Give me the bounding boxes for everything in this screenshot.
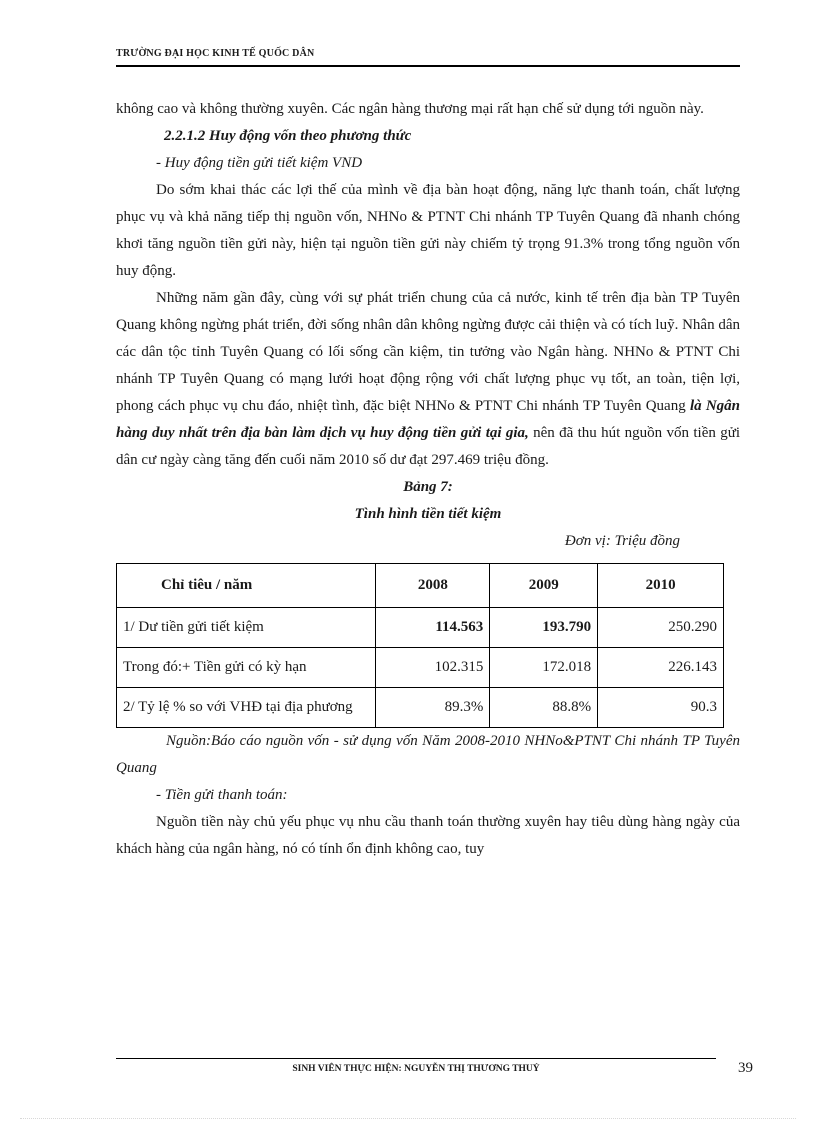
table-unit: Đơn vị: Triệu đồng <box>564 533 680 549</box>
table-row <box>117 648 724 688</box>
table-label: Bảng 7: <box>403 479 453 495</box>
page-edge-dots <box>20 1118 796 1119</box>
table-cell: 193.790 <box>490 608 598 648</box>
table-cell: 2/ Tỷ lệ % so với VHĐ tại địa phương <box>117 688 376 728</box>
subsection-heading: - Huy động tiền gửi tiết kiệm VND <box>156 155 363 171</box>
page-footer: SINH VIÊN THỰC HIỆN: NGUYỄN THỊ THƯƠNG THUỶ <box>292 1064 540 1074</box>
page-body <box>116 96 740 863</box>
table-cell: 88.8% <box>490 688 598 728</box>
paragraph-2-emphasis: là Ngân hàng duy nhất trên địa bàn làm dịch vụ huy động tiền gửi tại gia, <box>116 398 740 441</box>
paragraph-2-text-b: nên đã thu hút nguồn vốn tiền gửi dân cư ngày càng tăng đến cuối năm 2010 số dư đạt 297.469 triệu đồng. <box>116 425 740 468</box>
table-cell: 226.143 <box>598 648 724 688</box>
header-cell: Chỉ tiêu / năm <box>117 564 376 608</box>
paragraph-1: Do sớm khai thác các lợi thế của mình về địa bàn hoạt động, năng lực thanh toán, chất lượng phục vụ và khả năng tiếp thị nguồn vốn, NHNo & PTNT Chi nhánh TP Tuyên Quang đã nhanh chóng khơi tăng nguồn tiền gửi này, hiện tại nguồn tiền gửi này chiếm tỷ trọng 91.3% trong tổng nguồn vốn huy động. <box>116 182 740 279</box>
table-cell: 89.3% <box>376 688 490 728</box>
paragraph-2 <box>116 285 740 474</box>
table-row <box>117 608 724 648</box>
table-title: Tình hình tiền tiết kiệm <box>354 506 502 522</box>
page-header: TRƯỜNG ĐẠI HỌC KINH TẾ QUỐC DÂN <box>116 48 315 59</box>
header-divider <box>116 65 740 67</box>
subsection-heading-2: - Tiền gửi thanh toán: <box>156 787 288 803</box>
paragraph-3: Nguồn tiền này chủ yếu phục vụ nhu cầu thanh toán thường xuyên hay tiêu dùng hàng ngày của khách hàng của ngân hàng, nó có tính ổn định không cao, tuy <box>116 814 740 857</box>
table-cell: 114.563 <box>376 608 490 648</box>
table-cell: 102.315 <box>376 648 490 688</box>
section-heading: 2.2.1.2 Huy động vốn theo phương thức <box>164 128 412 144</box>
header-cell: 2010 <box>598 564 724 608</box>
savings-table <box>116 563 724 728</box>
intro-paragraph: không cao và không thường xuyên. Các ngân hàng thương mại rất hạn chế sử dụng tới nguồn này. <box>116 101 704 117</box>
header-cell: 2009 <box>490 564 598 608</box>
table-cell: 250.290 <box>598 608 724 648</box>
table-row <box>117 688 724 728</box>
paragraph-2-text-a: Những năm gần đây, cùng với sự phát triển chung của cả nước, kinh tế trên địa bàn TP Tuyên Quang không ngừng phát triển, đời sống nhân dân không ngừng được cải thiện và có tích luỹ. Nhân dân các dân tộc tỉnh Tuyên Quang có lối sống cần kiệm, tin tưởng vào Ngân hàng. NHNo & PTNT Chi nhánh TP Tuyên Quang có mạng lưới hoạt động rộng với chất lượng phục vụ tốt, an toàn, tiện lợi, phong cách phục vụ chu đáo, nhiệt tình, đặc biệt NHNo & PTNT Chi nhánh TP Tuyên Quang <box>116 290 740 414</box>
header-cell: 2008 <box>376 564 490 608</box>
page-number: 39 <box>738 1060 753 1076</box>
table-cell: Trong đó:+ Tiền gửi có kỳ hạn <box>117 648 376 688</box>
table-source: Nguồn:Báo cáo nguồn vốn - sử dụng vốn Năm 2008-2010 NHNo&PTNT Chi nhánh TP Tuyên Quang <box>116 733 740 776</box>
table-cell: 1/ Dư tiền gửi tiết kiệm <box>117 608 376 648</box>
footer-divider <box>116 1058 716 1059</box>
table-cell: 90.3 <box>598 688 724 728</box>
table-header-row <box>117 564 724 608</box>
table-cell: 172.018 <box>490 648 598 688</box>
